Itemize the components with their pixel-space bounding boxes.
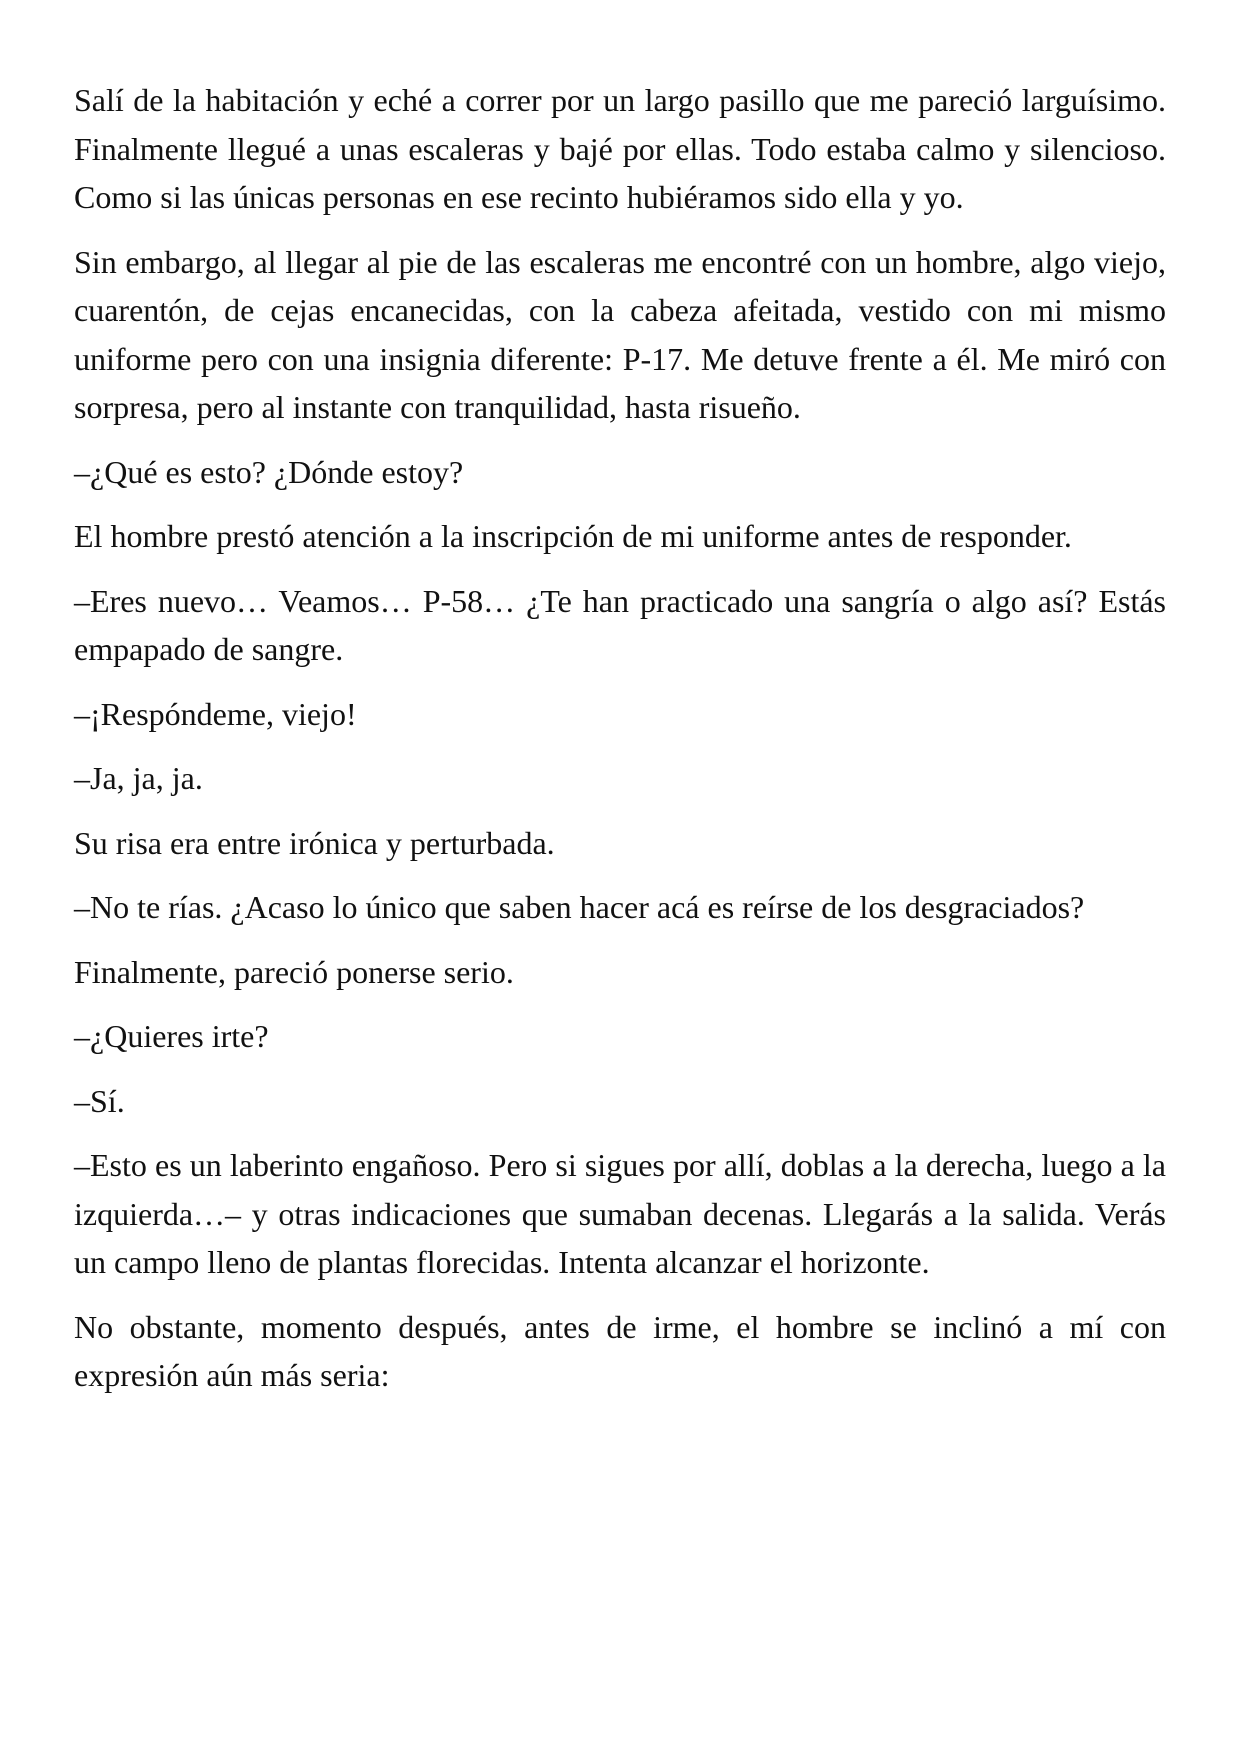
paragraph: Salí de la habitación y eché a correr por un largo pasillo que me pareció larguísimo. Finalmente llegué a unas escaleras y bajé por ellas. Todo estaba calmo y silencioso. Como si las únicas personas en ese recinto hubiéramos sido ella y yo. (74, 82, 1166, 215)
paragraph: Finalmente, pareció ponerse serio. (74, 953, 514, 990)
dialogue-line: –¿Quieres irte? (74, 1018, 269, 1054)
dialogue-line: –Eres nuevo… Veamos… P-58… ¿Te han practicado una sangría o algo así? Estás empapado de sangre. (74, 582, 1166, 667)
paragraph: Su risa era entre irónica y perturbada. (74, 824, 555, 861)
paragraph: Sin embargo, al llegar al pie de las escaleras me encontré con un hombre, algo viejo, cuarentón, de cejas encanecidas, con la cabeza afeitada, vestido con mi mismo uniforme pero con una insignia diferente: P-17. Me detuve frente a él. Me miró con sorpresa, pero al instante con tranquilidad, hasta risueño. (74, 243, 1166, 425)
dialogue-line: –No te rías. ¿Acaso lo único que saben hacer acá es reírse de los desgraciados? (74, 889, 1085, 925)
paragraph: No obstante, momento después, antes de irme, el hombre se inclinó a mí con expresión aún más seria: (74, 1308, 1166, 1393)
dialogue-line: –Ja, ja, ja. (74, 760, 203, 796)
dialogue-line: –¿Qué es esto? ¿Dónde estoy? (74, 453, 464, 490)
dialogue-line: –Sí. (74, 1082, 125, 1119)
page-body (74, 76, 1166, 1416)
dialogue-line: –¡Respóndeme, viejo! (74, 695, 357, 732)
paragraph: El hombre prestó atención a la inscripción de mi uniforme antes de responder. (74, 518, 1072, 554)
dialogue-line: –Esto es un laberinto engañoso. Pero si sigues por allí, doblas a la derecha, luego a la izquierda…– y otras indicaciones que sumaban decenas. Llegarás a la salida. Verás un campo lleno de plantas florecidas. Intenta alcanzar el horizonte. (74, 1147, 1166, 1280)
